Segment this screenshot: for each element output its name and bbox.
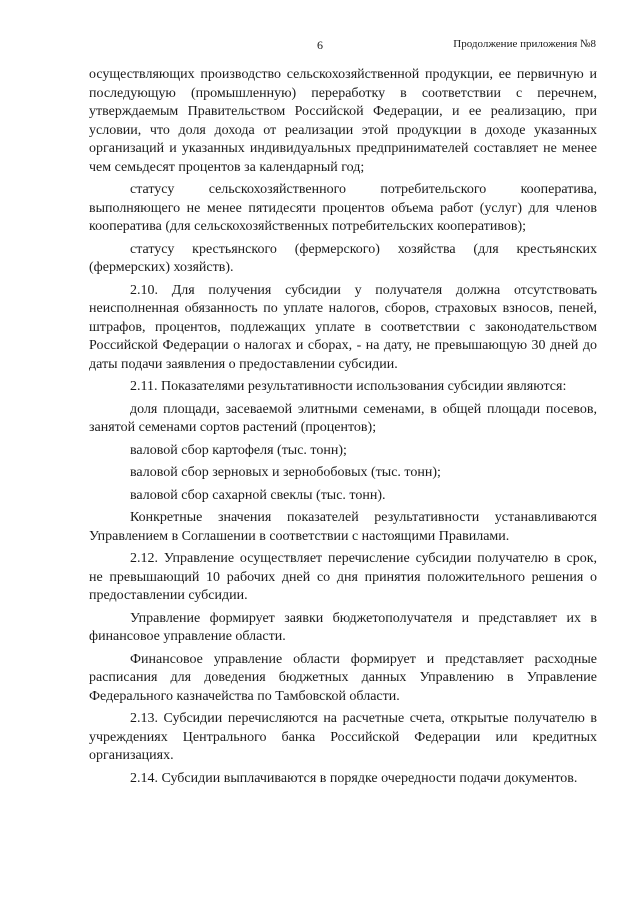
paragraph-2-14: 2.14. Субсидии выплачиваются в порядке очередности подачи документов.: [130, 770, 578, 786]
document-body: [89, 66, 597, 792]
paragraph-2-10: 2.10. Для получения субсидии у получателя должна отсутствовать неисполненная обязанность по уплате налогов, сборов, страховых взносов, пеней, штрафов, процентов, подлежащих уплате в соответствии с законодательством Российской Федерации о налогах и сборах, - на дату, не превышающую 30 дней до даты подачи заявления о предоставлении субсидии.: [89, 282, 597, 372]
paragraph-2-13: 2.13. Субсидии перечисляются на расчетные счета, открытые получателю в учреждениях Центрального банка Российской Федерации или кредитных организациях.: [89, 711, 597, 763]
page-number: 6: [317, 38, 323, 52]
paragraph: валовой сбор зерновых и зернобобовых (тыс. тонн);: [130, 465, 441, 480]
appendix-continuation-note: Продолжение приложения №8: [453, 38, 596, 50]
paragraph: доля площади, засеваемой элитными семенами, в общей площади посевов, занятой семенами сортов растений (процентов);: [89, 401, 597, 435]
paragraph: валовой сбор картофеля (тыс. тонн);: [130, 442, 347, 458]
paragraph: Конкретные значения показателей результативности устанавливаются Управлением в Соглашении в соответствии с настоящими Правилами.: [89, 510, 597, 544]
paragraph-2-11: 2.11. Показателями результативности использования субсидии являются:: [130, 379, 567, 394]
paragraph: Управление формирует заявки бюджетополучателя и представляет их в финансовое управление области.: [89, 610, 597, 644]
paragraph: статусу сельскохозяйственного потребительского кооператива, выполняющего не менее пятидесяти процентов объема работ (услуг) для членов кооператива (для сельскохозяйственных потребительских кооперативов);: [89, 182, 597, 234]
paragraph: Финансовое управление области формирует и представляет расходные расписания для доведения бюджетных данных Управлению в Управление Федерального казначейства по Тамбовской области.: [89, 651, 597, 704]
paragraph-continued: осуществляющих производство сельскохозяйственной продукции, ее первичную и последующую (промышленную) переработку в соответствии с перечнем, утверждаемым Правительством Российской Федерации, и ее реализацию, при условии, что доля дохода от реализации этой продукции в доходе указанных организаций и указанных индивидуальных предпринимателей составляет не менее чем семьдесят процентов за календарный год;: [89, 67, 597, 175]
paragraph-2-12: 2.12. Управление осуществляет перечисление субсидии получателю в срок, не превышающий 10 рабочих дней со дня принятия положительного решения о предоставлении субсидии.: [89, 551, 597, 603]
paragraph: статусу крестьянского (фермерского) хозяйства (для крестьянских (фермерских) хозяйств).: [89, 241, 597, 275]
paragraph: валовой сбор сахарной свеклы (тыс. тонн).: [130, 487, 386, 503]
